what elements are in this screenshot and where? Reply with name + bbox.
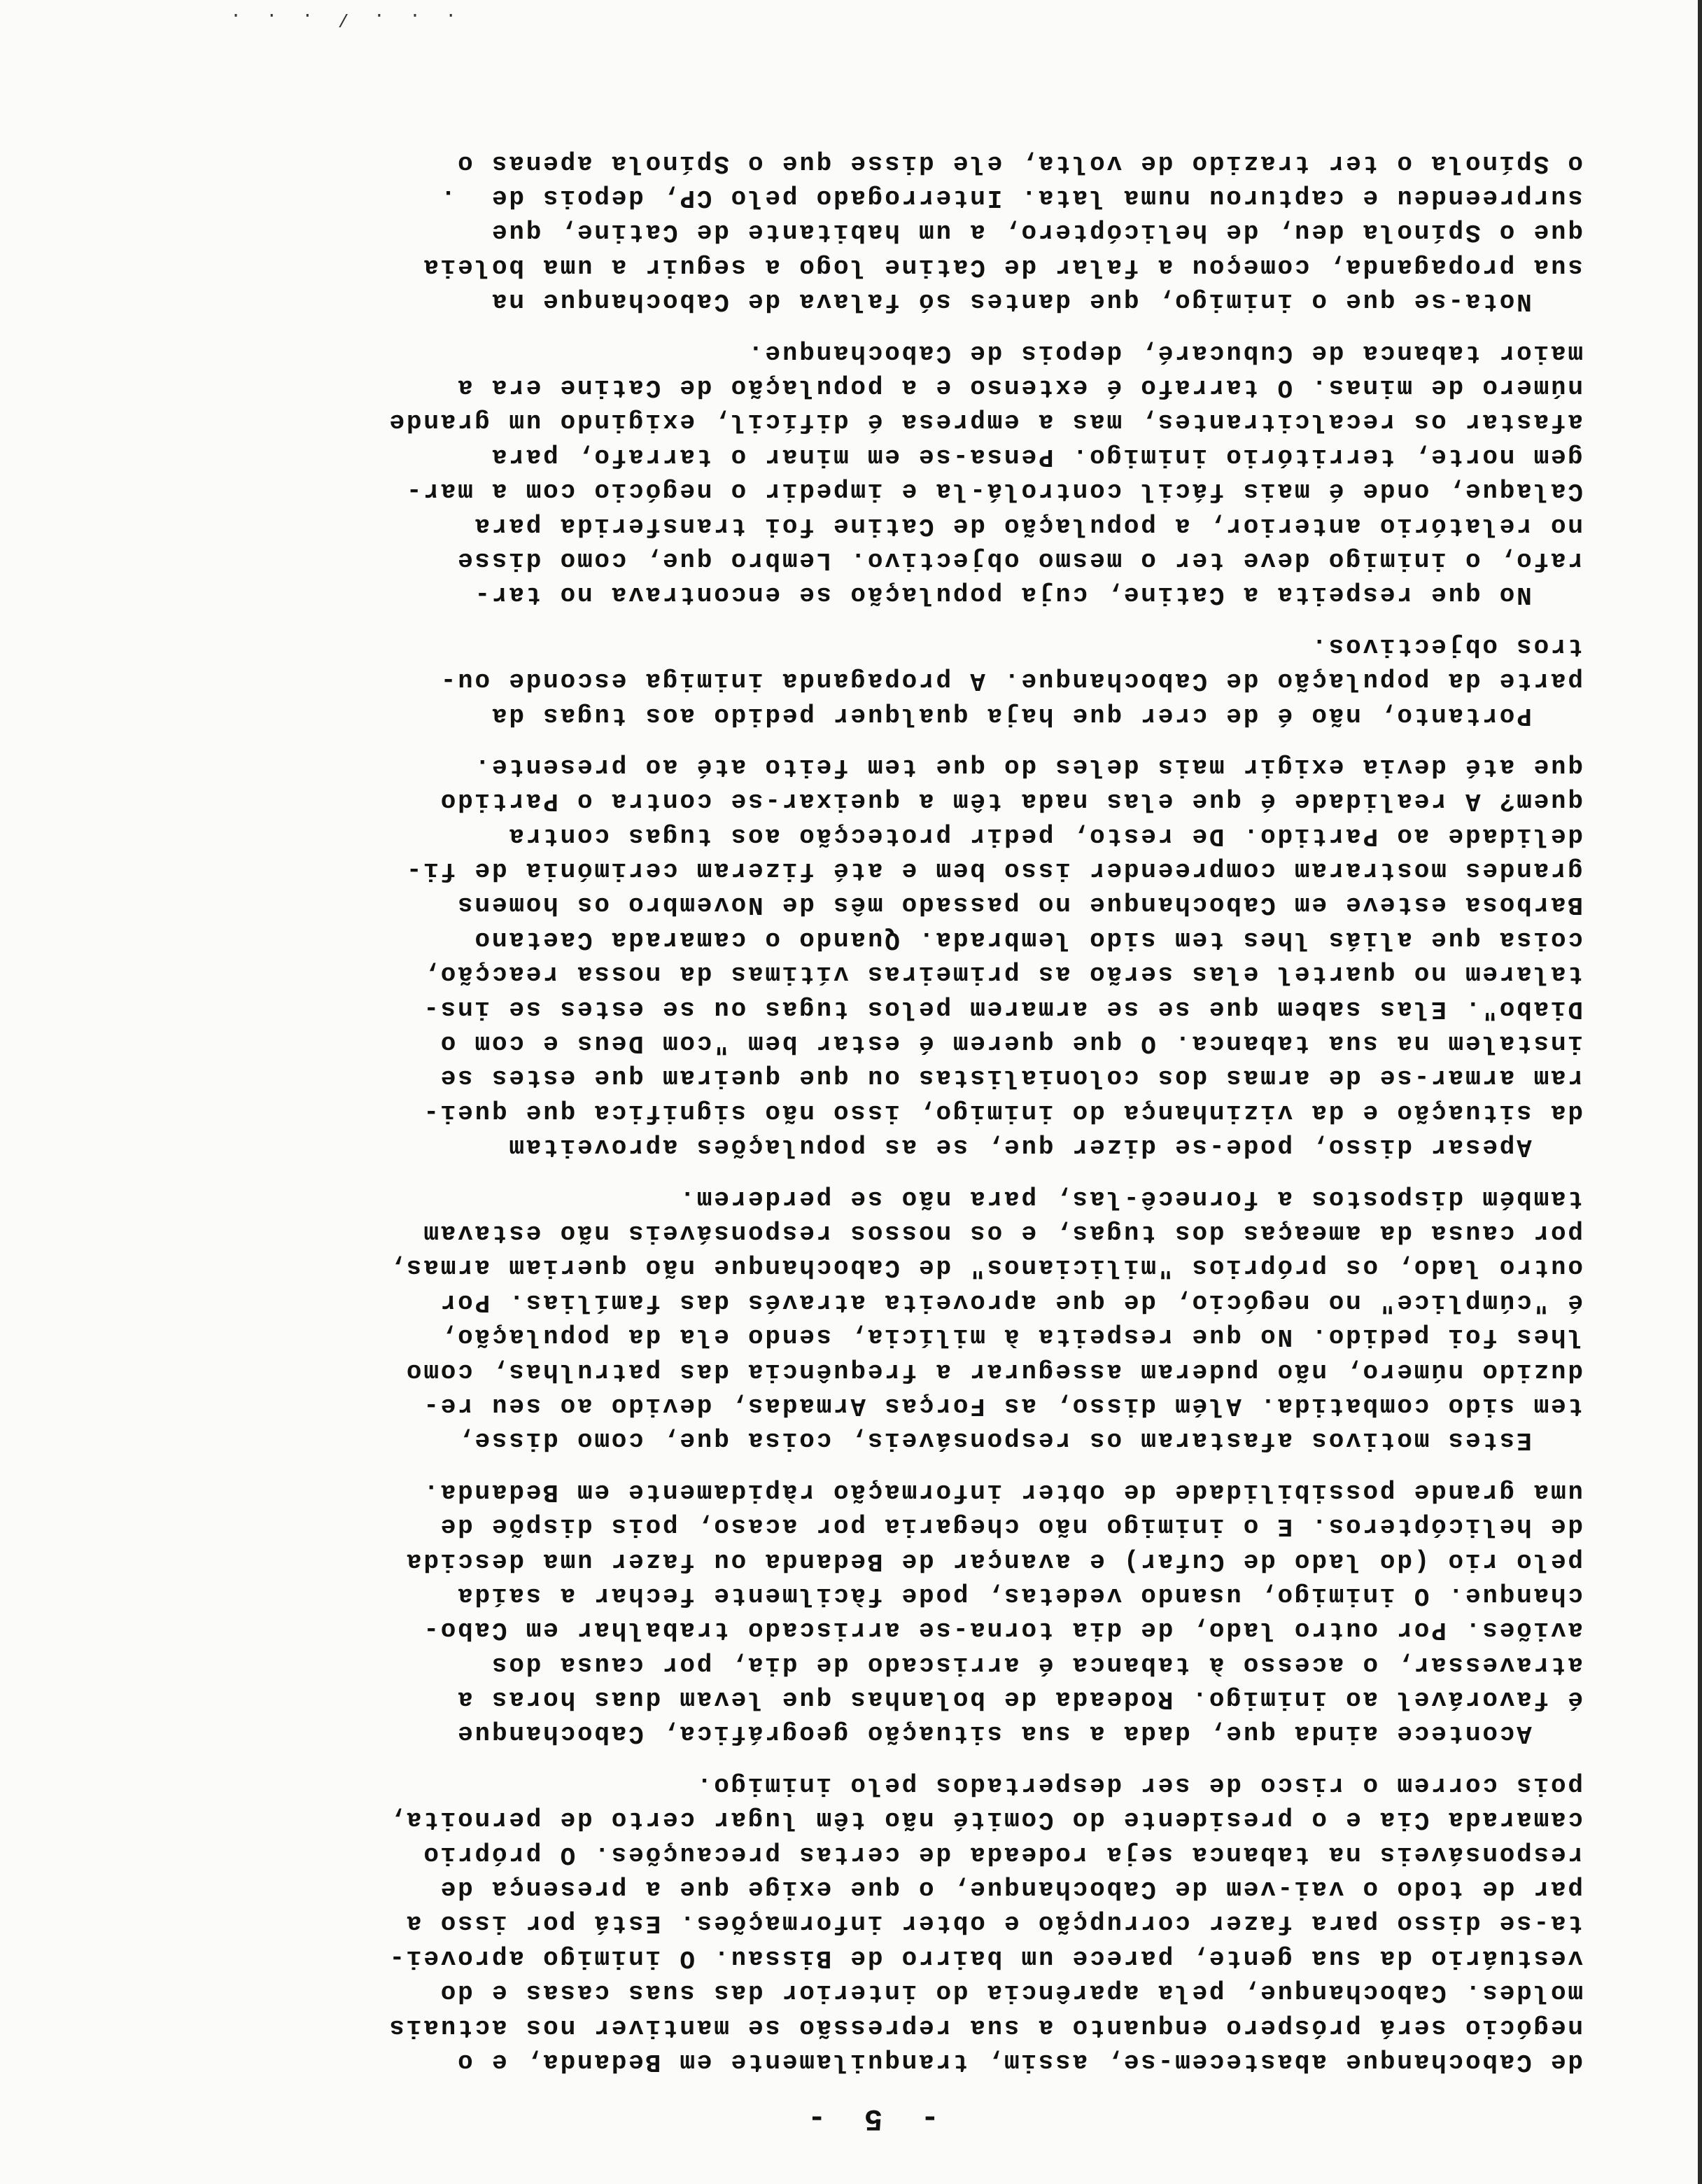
text-line: o Spínola o ter trazido de volta, ele disse que o Spínola apenas o: [456, 148, 1583, 178]
text-line: instalem na sua tabanca. O que querem é estar bem "com Deus e com o: [438, 1029, 1583, 1058]
text-line: tem sido combatida. Além disso, as Forças Armadas, devido ao seu re-: [421, 1391, 1583, 1420]
text-line: lhes foi pedido. No que respeita à milícia, sendo ela da população,: [438, 1322, 1583, 1352]
text-line: atravessar, o acesso à tabanca é arriscado de dia, por causa dos: [490, 1650, 1583, 1679]
text-line: de Cabochanque abastecem-se, assim, tranquilamente em Bedanda, e o: [456, 2047, 1583, 2076]
text-line: que o Spínola deu, de helicóptero, a um habitante de Catine, que: [490, 218, 1583, 247]
text-line: de helicópteros. E o inimigo não chegaria por acaso, pois dispõe de: [438, 1512, 1583, 1541]
paragraph: [388, 146, 1583, 318]
text-line: par de todo o vai-vem de Cabochanque, o que exige que a presença de: [438, 1875, 1583, 1904]
top-marks: . . . / . . .: [223, 8, 456, 29]
text-line: número de minas. O tarrafo é extenso e a população de Catine era a: [456, 373, 1583, 402]
text-line: Apesar disso, pode-se dizer que, se as populações aproveitam: [507, 1133, 1583, 1162]
text-line: delidade ao Partido. De resto, pedir protecção aos tugas contra: [507, 821, 1583, 850]
paragraph: [388, 750, 1583, 1165]
text-line: coisa que aliás lhes tem sido lembrada. Quando o camarada Caetano: [472, 925, 1583, 954]
text-line: talarem no quartel elas serão as primeiras vítimas da nossa reacção,: [421, 960, 1583, 989]
paragraph-gap: [388, 612, 1583, 629]
text-line: camarada Cia e o presidente do Comité não têm lugar certo de pernoita,: [387, 1805, 1583, 1835]
text-line: quem? A realidade é que elas nada têm a queixar-se contra o Partido: [438, 787, 1583, 816]
text-line: aviões. Por outro lado, de dia torna-se arriscado trabalhar em Cabo-: [421, 1616, 1583, 1645]
document-body: [388, 146, 1583, 2079]
text-line: chanque. O inimigo, usando vedetas, pode fàcilmente fechar a saída: [456, 1581, 1583, 1610]
paragraph-gap: [388, 318, 1583, 335]
text-line: negócio será próspero enquanto a sua repressão se mantiver nos actuais: [387, 2012, 1583, 2042]
text-line: duzido número, não puderam assegurar a frequência das patrulhas, como: [405, 1357, 1583, 1386]
text-line: Diabo". Elas sabem que se se armarem pelos tugas ou se estes se ins-: [421, 994, 1583, 1023]
text-line: Barbosa esteve em Cabochanque no passado mês de Novembro os homens: [456, 890, 1583, 920]
text-line: afastar os recalcitrantes, mas a empresa é difícil, exigindo um grande: [387, 407, 1583, 437]
paragraph: [388, 1768, 1583, 2079]
paragraph: [388, 1474, 1583, 1751]
text-line: pois correm o risco de ser despertados pelo inimigo.: [695, 1770, 1583, 1800]
text-line: No que respeita a Catine, cuja população se encontrava no tar-: [472, 580, 1583, 610]
text-line: parte da população de Cabochanque. A propaganda inimiga esconde ou-: [438, 666, 1583, 696]
text-line: Estes motivos afastaram os responsáveis, coisa que, como disse,: [456, 1426, 1583, 1455]
text-line: sua propaganda, começou a falar de Catine logo a seguir a uma boleia: [421, 252, 1583, 281]
text-line: grandes mostraram compreender isso bem e até fizeram cerimónia de fi-: [405, 856, 1583, 886]
text-line: da situação e da vizinhança do inimigo, isso não significa que quei-: [421, 1098, 1583, 1127]
text-line: outro lado, os próprios "milicianos" de Cabochanque não queriam armas,: [387, 1253, 1583, 1282]
text-line: gem norte, território inimigo. Pensa-se em minar o tarrafo, para: [490, 442, 1583, 471]
page-number: - 5 -: [797, 2101, 939, 2136]
text-line: Acontece ainda que, dada a sua situação geográfica, Cabochanque: [456, 1719, 1583, 1749]
text-line: Nota-se que o inimigo, que dantes só falava de Cabochanque na: [490, 287, 1583, 316]
paragraph-gap: [388, 1164, 1583, 1181]
paragraph-gap: [388, 1751, 1583, 1768]
text-line: responsáveis na tabanca seja rodeada de certas precauções. O próprio: [421, 1840, 1583, 1869]
text-line: é favorável ao inimigo. Rodeada de bolanhas que levam duas horas a: [456, 1685, 1583, 1714]
text-line: surpreendeu e capturou numa lata. Interrogado pelo CP, depois de .: [438, 183, 1583, 213]
sheet-edge: [1698, 0, 1702, 2184]
text-line: tros objectivos.: [1309, 631, 1583, 661]
paragraph-gap: [388, 733, 1583, 750]
text-line: pelo rio (do lado de Cufar) e avançar de Bedanda ou fazer uma descida: [405, 1546, 1583, 1576]
text-line: uma grande possibilidade de obter informação ràpidamente em Bedanda.: [421, 1477, 1583, 1506]
text-line: moldes. Cabochanque, pela aparência do interior das suas casas e do: [438, 1978, 1583, 2008]
text-line: por causa da ameaças dos tugas, e os nossos responsáveis não estavam: [421, 1219, 1583, 1248]
paragraph-gap: [388, 1457, 1583, 1474]
text-line: rafo, o inimigo deve ter o mesmo objectivo. Lembro que, como disse: [456, 545, 1583, 575]
paragraph: [388, 335, 1583, 612]
text-line: maior tabanca de Cubucaré, depois de Cabochanque.: [746, 338, 1583, 368]
text-line: Calaque, onde é mais fácil controlá-la e impedir o negócio com a mar-: [405, 477, 1583, 506]
text-line: no relatório anterior, a população de Catine foi transferida para: [472, 511, 1583, 540]
text-line: vestuário da sua gente, parece um bairro de Bissau. O inimigo aprovei-: [387, 1943, 1583, 1973]
text-line: Portanto, não é de crer que haja qualquer pedido aos tugas da: [490, 701, 1583, 730]
paragraph: [388, 629, 1583, 732]
text-line: também dispostos a fornecê-las, para não se perderem.: [677, 1184, 1583, 1213]
text-line: é "cúmplice" no negócio, de que aproveita através das famílias. Por: [438, 1287, 1583, 1317]
text-line: ram armar-se de armas dos colonialistas ou que queiram que estes se: [438, 1063, 1583, 1093]
text-line: ta-se disso para fazer corrupção e obter informações. Está por isso a: [405, 1909, 1583, 1938]
paragraph: [388, 1181, 1583, 1457]
text-line: que até devia exigir mais deles do que tem feito até ao presente.: [472, 752, 1583, 781]
